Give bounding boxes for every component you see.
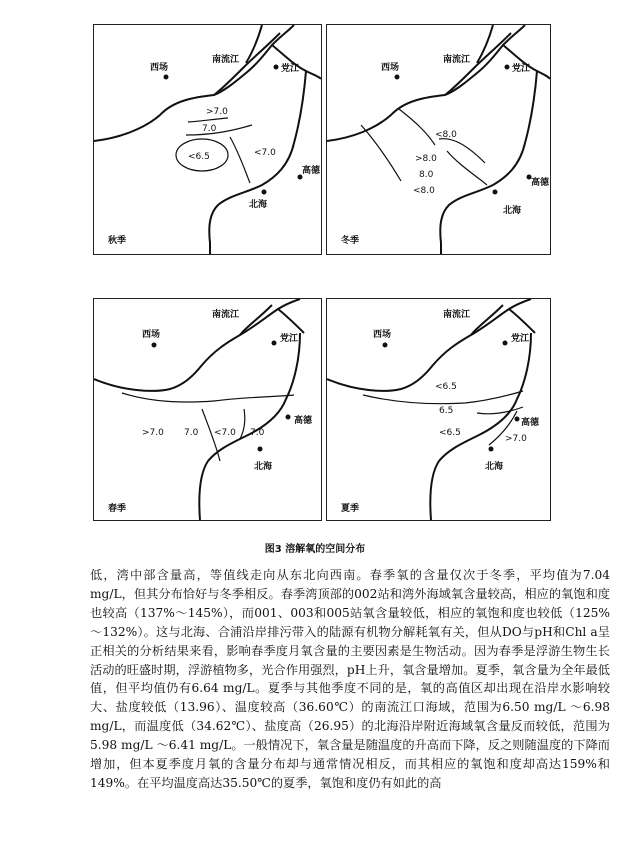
contour-label: <7.0	[214, 428, 236, 438]
map-summer-svg	[327, 299, 550, 520]
map-spring-svg	[94, 299, 321, 520]
place-beihai: 北海	[485, 462, 504, 472]
place-xichang: 西场	[381, 63, 400, 73]
contour-label: >8.0	[415, 154, 437, 164]
season-label: 夏季	[341, 504, 360, 514]
place-beihai: 北海	[254, 462, 273, 472]
place-gaode: 高德	[302, 166, 321, 176]
map-winter-svg	[327, 25, 550, 254]
contour-label: <8.0	[435, 130, 457, 140]
contour-label: >7.0	[206, 107, 228, 117]
map-autumn	[93, 24, 322, 255]
place-nanliujiang: 南流江	[212, 310, 240, 320]
place-gaode: 高德	[531, 178, 550, 188]
place-beihai: 北海	[503, 206, 522, 216]
contour-label: <8.0	[413, 186, 435, 196]
contour-label: <7.0	[254, 148, 276, 158]
place-xichang: 西场	[142, 330, 161, 340]
map-autumn-svg	[94, 25, 321, 254]
place-xichang: 西场	[150, 63, 169, 73]
contour-label: <6.5	[435, 382, 457, 392]
isolines	[122, 393, 294, 461]
season-label: 冬季	[341, 236, 360, 246]
place-dangjiang: 党江	[512, 64, 531, 74]
contour-label: <6.5	[439, 428, 461, 438]
place-nanliujiang: 南流江	[212, 55, 240, 65]
body-paragraph: 低，湾中部含量高，等值线走向从东北向西南。春季氧的含量仅次于冬季，平均值为7.04 mg/L，但其分布恰好与冬季相反。春季湾顶部的002站和湾外海域氧含量较高，相应的氧饱和度也较高（137%～145%），而001、003和005站氧含量较低，相应的氧饱和度也较低（125%～132%）。这与北海、合浦沿岸排污带入的陆源有机物分解耗氧有关，但从DO与pH和Chl a呈正相关的分析结果来看，影响春季度月氧含量的主要因素是生物活动。因为春季是浮游生物生长活动的旺盛时期，浮游植物多，光合作用强烈，pH上升，氧含量增加。夏季，氧含量为全年最低值，但平均值仍有6.64 mg/L。夏季与其他季度不同的是，氧的高值区却出现在沿岸水影响较大、盐度较低（13.96）、温度较高（36.60℃）的南流江口海域，范围为6.50 mg/L ～6.98 mg/L，而温度低（34.62℃）、盐度高（26.95）的北海沿岸附近海域氧含量反而较低，范围为5.98 mg/L ～6.41 mg/L。一般情况下，氧含量是随温度的升高而下降，反之则随温度的下降而增加，但本夏季度月氧的含量分布却与通常情况相反，而其相应的氧饱和度却高达159%和149%。在平均温度高达35.50℃的夏季，氧饱和度仍有如此的高	[90, 568, 610, 790]
season-label: 秋季	[108, 236, 127, 246]
contour-label: 7.0	[250, 428, 265, 438]
figure-caption: 图3 溶解氧的空间分布	[264, 544, 366, 555]
place-dangjiang: 党江	[511, 334, 530, 344]
coastline	[94, 299, 304, 520]
season-label: 春季	[108, 504, 127, 514]
contour-label: >7.0	[505, 434, 527, 444]
place-dangjiang: 党江	[281, 64, 300, 74]
place-nanliujiang: 南流江	[443, 55, 471, 65]
coastline	[327, 299, 535, 520]
place-beihai: 北海	[249, 200, 268, 210]
contour-label: <6.5	[188, 152, 210, 162]
place-xichang: 西场	[373, 330, 392, 340]
contour-label: >7.0	[142, 428, 164, 438]
contour-label: 6.5	[439, 406, 454, 416]
map-winter	[326, 24, 551, 255]
map-spring	[93, 298, 322, 521]
contour-label: 7.0	[202, 124, 217, 134]
map-summer	[326, 298, 551, 521]
place-dangjiang: 党江	[280, 334, 299, 344]
place-nanliujiang: 南流江	[443, 310, 471, 320]
contour-label: 7.0	[184, 428, 199, 438]
place-gaode: 高德	[521, 418, 540, 428]
contour-label: 8.0	[419, 170, 434, 180]
place-gaode: 高德	[294, 416, 313, 426]
